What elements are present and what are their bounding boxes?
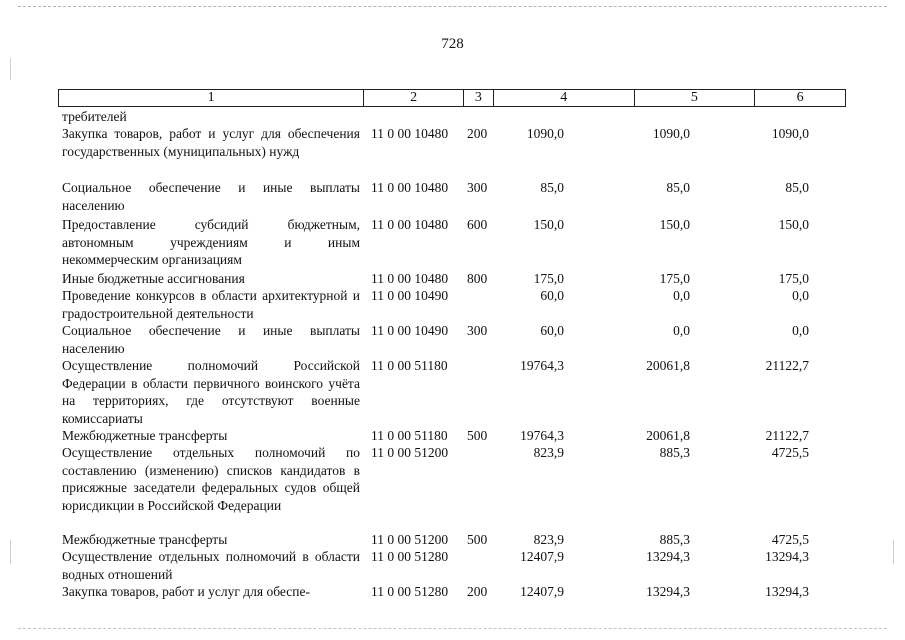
- row-name: Осуществление полномочий Российской Федерации в области первичного воинского учёта на территориях, где отсутствуют военные комиссариаты: [62, 358, 360, 426]
- row-expense-type: 500: [467, 428, 488, 443]
- row-value-col4: 60,0: [540, 323, 564, 338]
- row-value-col4: 823,9: [533, 445, 564, 460]
- row-code: 11 0 00 51180: [371, 358, 448, 373]
- row-value-col4: 150,0: [533, 217, 564, 232]
- scan-margin-mark: [10, 58, 11, 80]
- row-value-col4: 19764,3: [520, 428, 564, 443]
- row-code: 11 0 00 51280: [371, 549, 449, 564]
- row-code: 11 0 00 10480: [371, 271, 449, 286]
- row-name: Межбюджетные трансферты: [62, 532, 228, 547]
- table-row: [0, 179, 905, 216]
- header-col-2: 2: [364, 90, 464, 106]
- header-col-4: 4: [494, 90, 635, 106]
- table-row: [0, 531, 905, 548]
- header-col-5: 5: [635, 90, 756, 106]
- header-col-6: 6: [796, 90, 804, 105]
- table-row: [0, 357, 905, 427]
- row-code: 11 0 00 10480: [371, 180, 449, 195]
- scan-margin-mark: [10, 540, 11, 564]
- row-name: Закупка товаров, работ и услуг для обеспе-: [62, 584, 310, 599]
- scan-top-edge: [18, 6, 887, 7]
- row-name: Проведение конкурсов в области архитектурной и градостроительной деятельности: [62, 288, 360, 321]
- row-value-col4: 60,0: [540, 288, 564, 303]
- row-value-col6: 13294,3: [765, 584, 809, 599]
- row-value-col5: 13294,3: [646, 584, 690, 599]
- row-value-col6: 0,0: [792, 323, 809, 338]
- row-value-col5: 885,3: [659, 445, 690, 460]
- row-code: 11 0 00 51200: [371, 532, 449, 547]
- header-col-1: 1: [59, 90, 364, 106]
- row-code: 11 0 00 10480: [371, 126, 449, 141]
- row-value-col5: 85,0: [666, 180, 690, 195]
- table-row: [0, 444, 905, 531]
- row-value-col4: 85,0: [540, 180, 564, 195]
- row-value-col6: 4725,5: [771, 532, 809, 547]
- row-name: Социальное обеспечение и иные выплаты населению: [62, 180, 360, 213]
- row-name: Предоставление субсидий бюджетным, автономным учреждениям и иным некоммерческим организациям: [62, 217, 360, 267]
- row-name: Межбюджетные трансферты: [62, 428, 228, 443]
- row-name: Осуществление отдельных полномочий в области водных отношений: [62, 549, 360, 582]
- row-code: 11 0 00 51180: [371, 428, 448, 443]
- row-value-col4: 12407,9: [520, 549, 564, 564]
- table-row: [0, 583, 905, 601]
- row-name: требителей: [62, 109, 127, 124]
- row-value-col5: 1090,0: [652, 126, 690, 141]
- table-body: [0, 108, 905, 601]
- row-expense-type: 200: [467, 584, 488, 599]
- row-value-col6: 13294,3: [765, 549, 809, 564]
- row-expense-type: 800: [467, 271, 488, 286]
- row-value-col5: 175,0: [659, 271, 690, 286]
- row-code: 11 0 00 51280: [371, 584, 449, 599]
- table-row: [0, 287, 905, 322]
- row-value-col5: 0,0: [673, 323, 690, 338]
- header-col-3: 3: [464, 90, 494, 106]
- table-header-row: [58, 89, 846, 107]
- row-value-col4: 1090,0: [526, 126, 564, 141]
- row-value-col4: 19764,3: [520, 358, 564, 373]
- row-value-col5: 20061,8: [646, 428, 690, 443]
- page-number: 728: [441, 36, 464, 52]
- row-expense-type: 300: [467, 180, 488, 195]
- row-expense-type: 200: [467, 126, 488, 141]
- row-code: 11 0 00 10490: [371, 323, 449, 338]
- table-row: [0, 108, 905, 125]
- row-name: Закупка товаров, работ и услуг для обеспечения государственных (муниципальных) нужд: [62, 126, 360, 159]
- scan-bottom-edge: [18, 628, 887, 629]
- row-value-col5: 13294,3: [646, 549, 690, 564]
- table-row: [0, 216, 905, 270]
- table-row: [0, 548, 905, 583]
- table-row: [0, 270, 905, 287]
- row-value-col5: 0,0: [673, 288, 690, 303]
- row-value-col4: 823,9: [533, 532, 564, 547]
- row-value-col6: 0,0: [792, 288, 809, 303]
- row-code: 11 0 00 10480: [371, 217, 449, 232]
- row-value-col6: 150,0: [778, 217, 809, 232]
- row-expense-type: 600: [467, 217, 488, 232]
- table-row: [0, 427, 905, 444]
- row-name: Иные бюджетные ассигнования: [62, 271, 245, 286]
- row-name: Социальное обеспечение и иные выплаты населению: [62, 323, 360, 356]
- row-value-col6: 4725,5: [771, 445, 809, 460]
- row-expense-type: 300: [467, 323, 488, 338]
- row-expense-type: 500: [467, 532, 488, 547]
- row-value-col5: 20061,8: [646, 358, 690, 373]
- row-code: 11 0 00 10490: [371, 288, 449, 303]
- row-value-col6: 21122,7: [765, 358, 809, 373]
- row-value-col4: 12407,9: [520, 584, 564, 599]
- row-value-col5: 885,3: [659, 532, 690, 547]
- row-value-col6: 21122,7: [765, 428, 809, 443]
- table-row: [0, 125, 905, 179]
- row-name: Осуществление отдельных полномочий по составлению (изменению) списков кандидатов в присяжные заседатели федеральных судов общей юрисдикции в Российской Федерации: [62, 445, 360, 513]
- row-value-col6: 175,0: [778, 271, 809, 286]
- scan-margin-mark: [893, 540, 894, 564]
- row-value-col5: 150,0: [659, 217, 690, 232]
- row-code: 11 0 00 51200: [371, 445, 449, 460]
- row-value-col6: 1090,0: [771, 126, 809, 141]
- row-value-col6: 85,0: [785, 180, 809, 195]
- row-value-col4: 175,0: [533, 271, 564, 286]
- table-row: [0, 322, 905, 357]
